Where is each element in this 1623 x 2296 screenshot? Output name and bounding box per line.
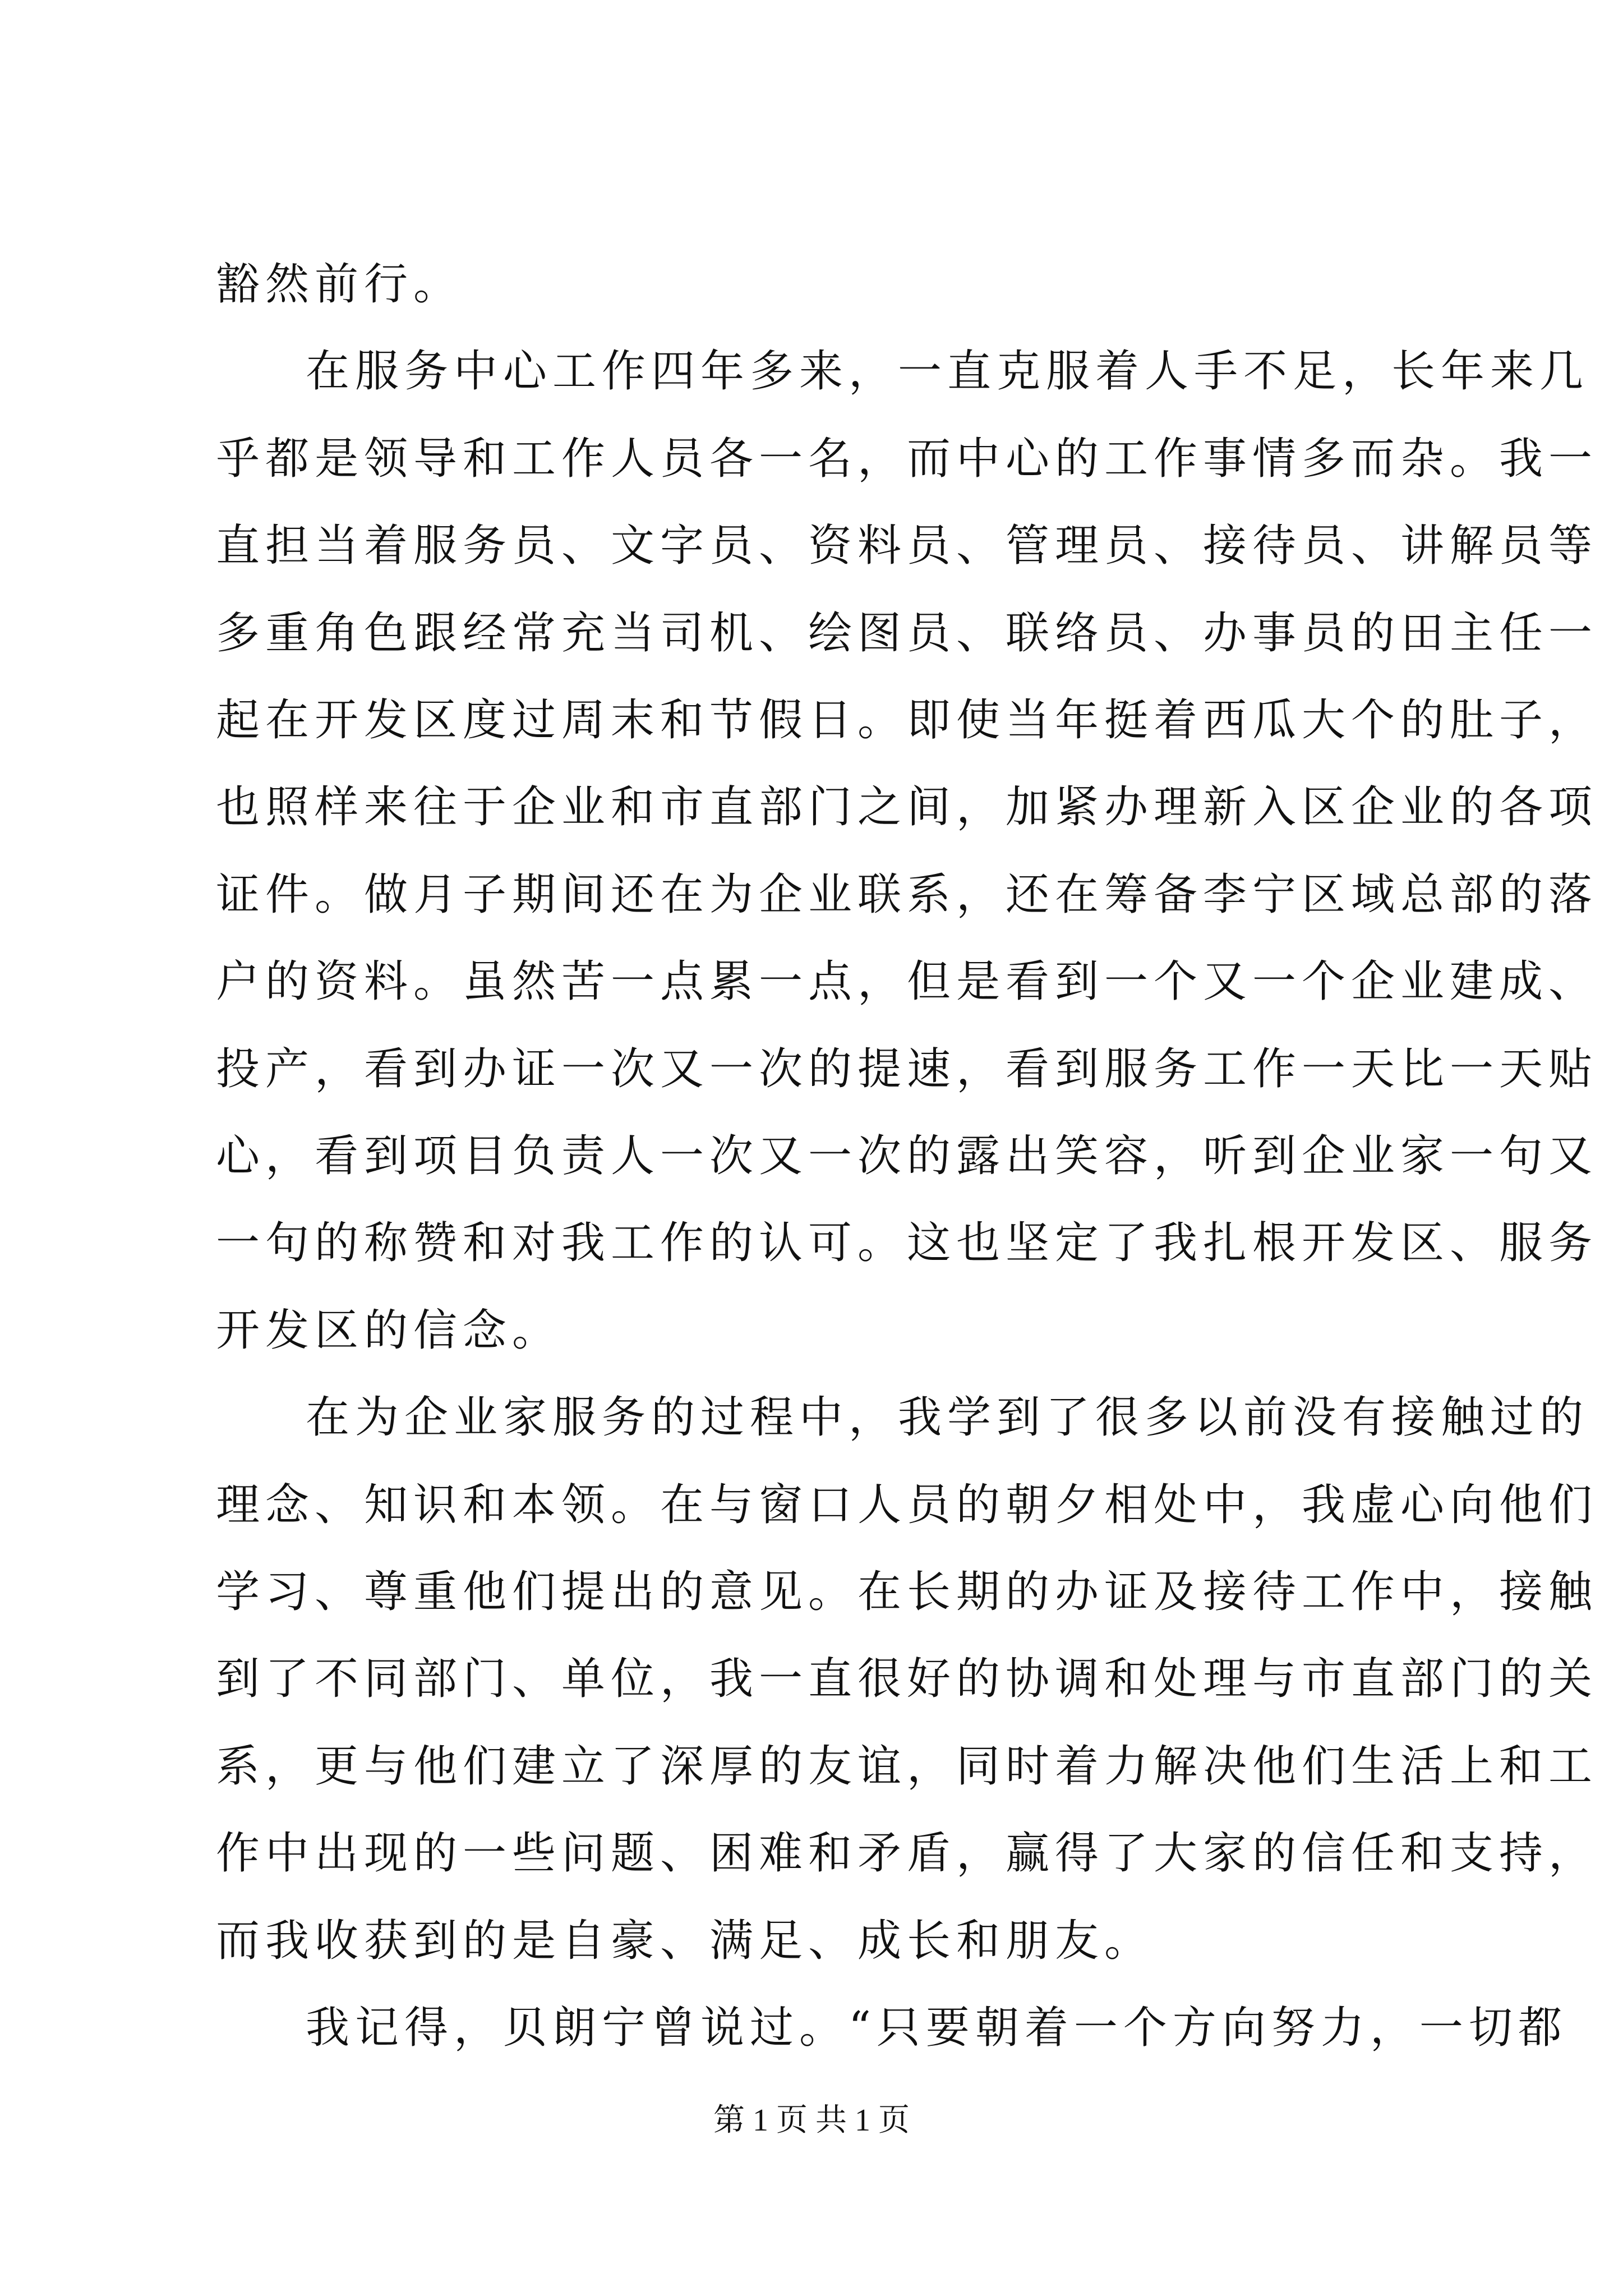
paragraph-line: 也照样来往于企业和市直部门之间，加紧办理新入区企业的各项: [216, 782, 1598, 832]
paragraph-line: 直担当着服务员、文字员、资料员、管理员、接待员、讲解员等: [216, 521, 1598, 571]
paragraph-line: 学习、尊重他们提出的意见。在长期的办证及接待工作中，接触: [216, 1567, 1598, 1617]
paragraph-line: 证件。做月子期间还在为企业联系，还在筹备李宁区域总部的落: [216, 869, 1598, 920]
page-footer: 第 1 页 共 1 页: [713, 2103, 910, 2138]
paragraph-line: 我记得，贝朗宁曾说过。“只要朝着一个方向努力，一切都: [306, 2003, 1567, 2053]
paragraph-line: 多重角色跟经常充当司机、绘图员、联络员、办事员的田主任一: [216, 608, 1598, 659]
paragraph-line: 在服务中心工作四年多来，一直克服着人手不足，长年来几: [306, 346, 1589, 397]
paragraph-line: 而我收获到的是自豪、满足、成长和朋友。: [216, 1916, 1154, 1966]
paragraph-line: 一句的称赞和对我工作的认可。这也坚定了我扎根开发区、服务: [216, 1218, 1598, 1268]
paragraph-line: 投产，看到办证一次又一次的提速，看到服务工作一天比一天贴: [216, 1044, 1598, 1094]
paragraph-line: 乎都是领导和工作人员各一名，而中心的工作事情多而杂。我一: [216, 434, 1598, 484]
paragraph-line: 理念、知识和本领。在与窗口人员的朝夕相处中，我虚心向他们: [216, 1480, 1598, 1530]
paragraph-line: 心，看到项目负责人一次又一次的露出笑容，听到企业家一句又: [216, 1131, 1598, 1181]
paragraph-line: 作中出现的一些问题、困难和矛盾，赢得了大家的信任和支持，: [216, 1828, 1598, 1879]
paragraph-line: 开发区的信念。: [216, 1305, 562, 1356]
paragraph-line: 起在开发区度过周末和节假日。即使当年挺着西瓜大个的肚子，: [216, 695, 1598, 746]
paragraph-line: 系，更与他们建立了深厚的友谊，同时着力解决他们生活上和工: [216, 1741, 1598, 1792]
paragraph-line: 在为企业家服务的过程中，我学到了很多以前没有接触过的: [306, 1392, 1589, 1443]
paragraph-line: 豁然前行。: [216, 259, 463, 310]
paragraph-line: 到了不同部门、单位，我一直很好的协调和处理与市直部门的关: [216, 1654, 1598, 1704]
paragraph-line: 户的资料。虽然苦一点累一点，但是看到一个又一个企业建成、: [216, 956, 1598, 1007]
